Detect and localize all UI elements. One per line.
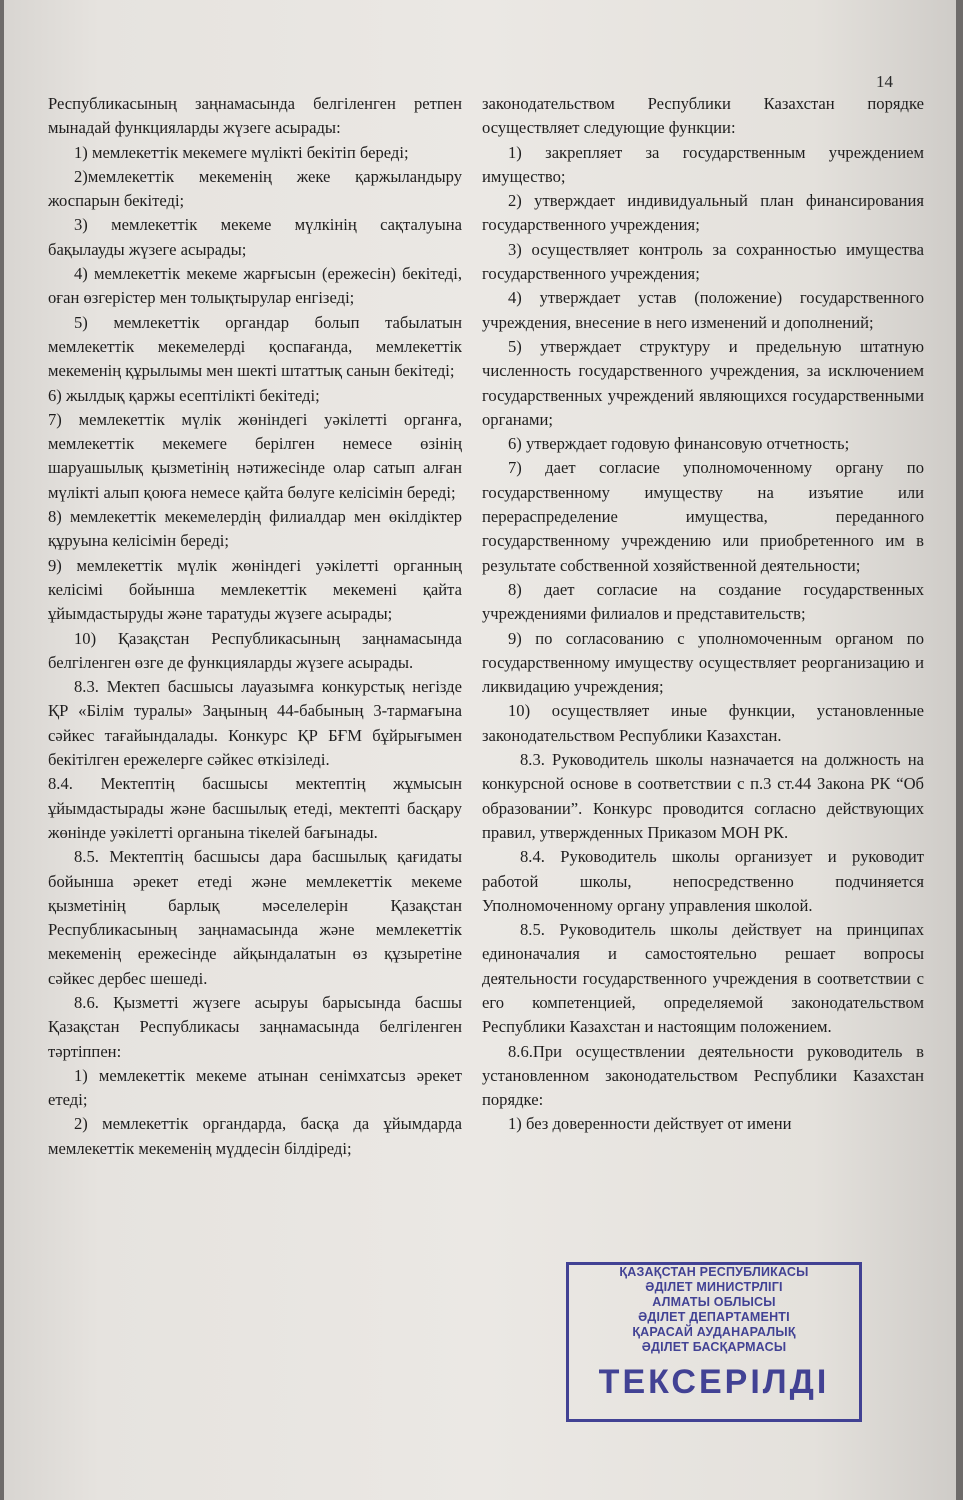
stamp-line: ӘДІЛЕТ ДЕПАРТАМЕНТІ: [638, 1310, 790, 1324]
paragraph: Республикасының заңнамасында белгіленген ретпен мынадай функцияларды жүзеге асырады:: [48, 94, 462, 138]
paragraph: 1) без доверенности действует от имени: [508, 1114, 792, 1134]
paragraph: 2) мемлекеттік органдарда, басқа да ұйымдарда мемлекеттік мекеменің мүддесін білдіреді;: [48, 1114, 462, 1158]
paragraph: 6) жылдық қаржы есептілікті бекітеді;: [48, 385, 320, 405]
paragraph: 5) утверждает структуру и предельную штатную численность государственного учреждения, за исключением государственных учреждений являющихся государственными органами;: [482, 336, 924, 429]
paragraph: 8.3. Мектеп басшысы лауазымға конкурстық негізде ҚР «Білім туралы» Заңының 44-бабының 3-тармағына сәйкес тағайындалады. Конкурс ҚР БҒМ бұйрығымен бекітілген ережелерге сәйкес өткізіледі.: [48, 677, 462, 770]
russian-text-column: [482, 92, 924, 1137]
stamp-line: АЛМАТЫ ОБЛЫСЫ: [652, 1295, 776, 1309]
stamp-line: ӘДІЛЕТ МИНИСТРЛІГІ: [645, 1280, 783, 1294]
document-page: [4, 0, 956, 1500]
paragraph: 1) мемлекеттік мекемеге мүлікті бекітіп береді;: [74, 142, 409, 162]
page-number: 14: [876, 72, 893, 91]
paragraph: 1) закрепляет за государственным учреждением имущество;: [482, 142, 924, 186]
paragraph: 3) мемлекеттік мекеме мүлкінің сақталуына бақылауды жүзеге асырады;: [48, 215, 462, 259]
paragraph: 2)мемлекеттік мекеменің жеке қаржыландыру жоспарын бекітеді;: [48, 166, 462, 211]
paragraph: 9) мемлекеттік мүлік жөніндегі уәкілетті органның келісімі бойынша мемлекеттік мекемені қайта ұйымдастыруды және таратуды жүзеге асырады;: [48, 555, 462, 624]
kazakh-text-column: [48, 92, 462, 1161]
stamp-main-text: ТЕКСЕРІЛДІ: [598, 1363, 830, 1401]
paragraph: 7) мемлекеттік мүлік жөніндегі уәкілетті органға, мемлекеттік мекемеге берілген немесе өзінің шаруашылық қызметінің нәтижесінде олар сатып алған мүлікті алып қоюға немесе қайта бөлуге келісімін береді;: [48, 409, 462, 502]
paragraph: 8.5. Руководитель школы действует на принципах единоначалия и самостоятельно решает вопросы деятельности государственного учреждения в соответствии с его компетенцией, определяемой законодательством Республики Казахстан и настоящим положением.: [482, 920, 924, 1037]
paragraph: 8.4. Мектептің басшысы мектептің жұмысын ұйымдастырады және басшылық етеді, мектепті басқару жөнінде уәкілетті органына тікелей бағынады.: [48, 774, 462, 842]
paragraph: 2) утверждает индивидуальный план финансирования государственного учреждения;: [482, 191, 924, 235]
paragraph: 9) по согласованию с уполномоченным органом по государственному имуществу осуществляет реорганизацию и ликвидацию учреждения;: [482, 628, 924, 697]
paragraph: 8.5. Мектептің басшысы дара басшылық қағидаты бойынша әрекет етеді және мемлекеттік мекеме қызметінің барлық мәселелерін Қазақстан Республикасының заңнамасында және мемлекеттік мекеменің ережесінде айқындалатын өз құзыретіне сәйкес дербес шешеді.: [48, 847, 462, 988]
paragraph: 8) мемлекеттік мекемелердің филиалдар мен өкілдіктер құруына келісімін береді;: [48, 507, 462, 551]
paragraph: 1) мемлекеттік мекеме атынан сенімхатсыз әрекет етеді;: [48, 1065, 462, 1110]
paragraph: 3) осуществляет контроль за сохранностью имущества государственного учреждения;: [482, 239, 924, 284]
paragraph: 10) Қазақстан Республикасының заңнамасында белгіленген өзге де функцияларды жүзеге асырады.: [48, 628, 462, 672]
paragraph: законодательством Республики Казахстан порядке осуществляет следующие функции:: [482, 94, 924, 138]
paragraph: 4) мемлекеттік мекеме жарғысын (ережесін) бекітеді, оған өзгерістер мен толықтырулар енгізеді;: [48, 264, 462, 308]
paragraph: 8.6. Қызметті жүзеге асыруы барысында басшы Қазақстан Республикасы заңнамасында белгіленген тәртіппен:: [48, 992, 462, 1061]
paragraph: 8) дает согласие на создание государственных учреждениями филиалов и представительств;: [482, 579, 924, 624]
paragraph: 4) утверждает устав (положение) государственного учреждения, внесение в него изменений и дополнений;: [482, 288, 924, 332]
paragraph: 7) дает согласие уполномоченному органу по государственному имуществу на изъятие или перераспределение имущества, переданного государственному учреждению или приобретенного им в результате собственной хозяйственной деятельности;: [482, 458, 924, 575]
paragraph: 5) мемлекеттік органдар болып табылатын мемлекеттік мекемелерді қоспағанда, мемлекеттік мекеменің құрылымы мен шекті штаттық санын бекітеді;: [48, 312, 462, 381]
paragraph: 8.3. Руководитель школы назначается на должность на конкурсной основе в соответствии с п.3 ст.44 Закона РК “Об образовании”. Конкурс проводится согласно действующих правил, утвержденных Приказом МОН РК.: [482, 750, 924, 842]
stamp-line: ӘДІЛЕТ БАСҚАРМАСЫ: [641, 1340, 787, 1354]
paragraph: 10) осуществляет иные функции, установленные законодательством Республики Казахстан.: [482, 701, 924, 745]
stamp-line: ҚАЗАҚСТАН РЕСПУБЛИКАСЫ: [619, 1265, 809, 1279]
stamp-line: ҚАРАСАЙ АУДАНАРАЛЫҚ: [632, 1325, 796, 1339]
paragraph: 8.6.При осуществлении деятельности руководитель в установленном законодательством Республики Казахстан порядке:: [482, 1041, 924, 1110]
paragraph: 6) утверждает годовую финансовую отчетность;: [508, 434, 850, 454]
verification-stamp: [566, 1262, 862, 1422]
paragraph: 8.4. Руководитель школы организует и руководит работой школы, непосредственно подчиняется Уполномоченному органу управления школой.: [482, 847, 924, 915]
